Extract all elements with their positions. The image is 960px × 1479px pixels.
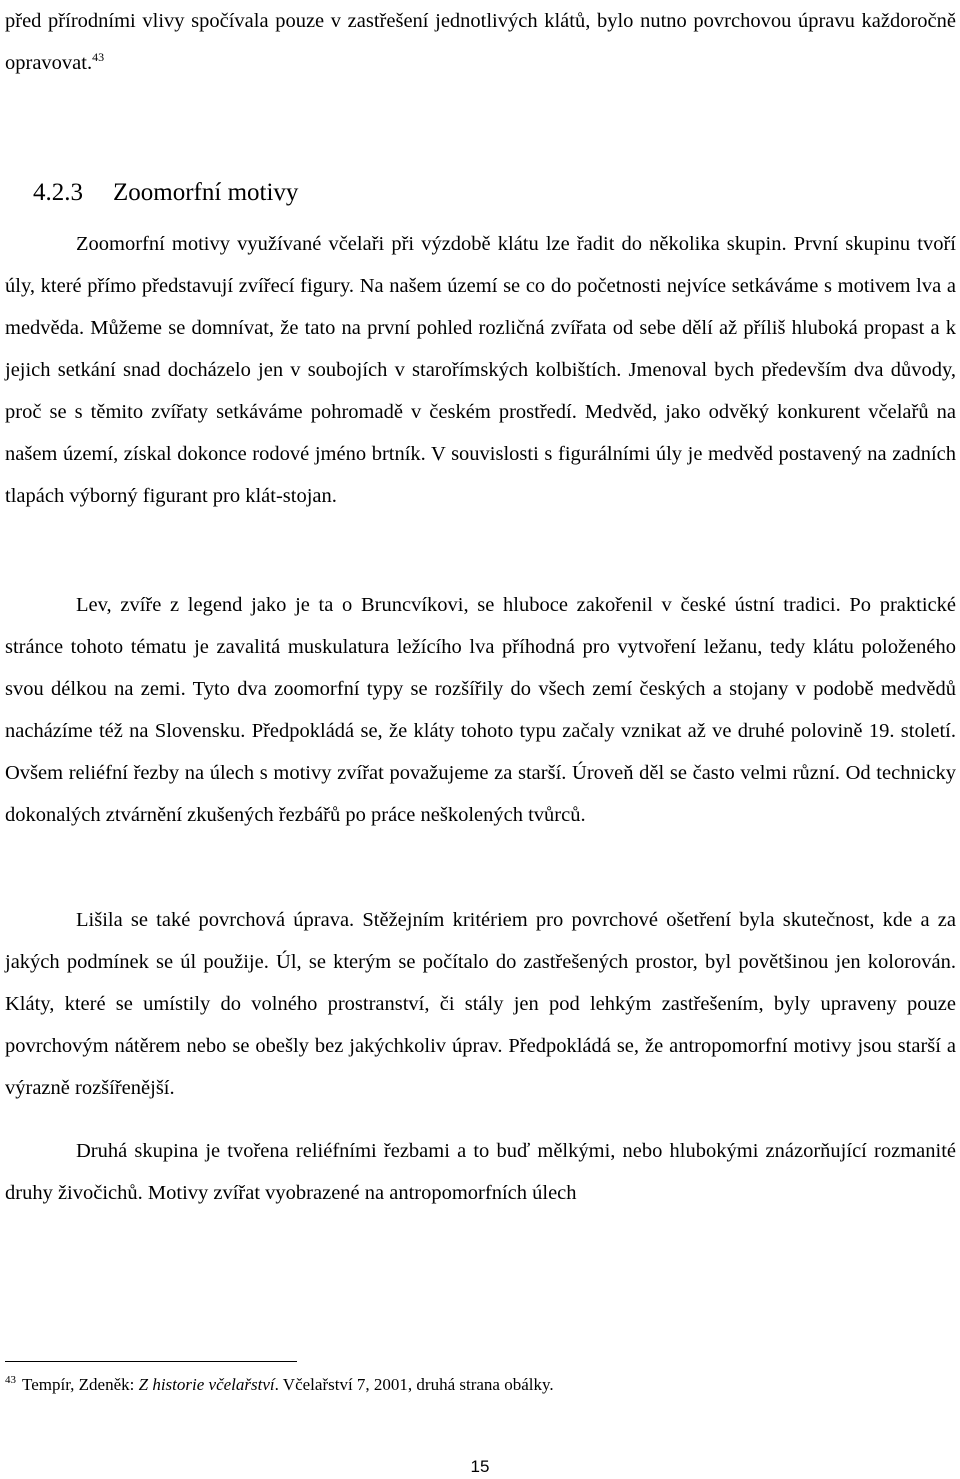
intro-paragraph xyxy=(5,0,956,84)
footnote-title: Z historie včelařství xyxy=(138,1375,275,1394)
body-paragraph-3 xyxy=(5,899,956,1109)
intro-text: před přírodními vlivy spočívala pouze v zastřešení jednotlivých klátů, bylo nutno povrchovou úpravu každoročně opravovat. xyxy=(5,10,956,74)
footnote-number: 43 xyxy=(5,1374,16,1387)
footnote-source: . Včelařství 7, 2001, druhá strana obálky. xyxy=(274,1375,554,1394)
paragraph-text: Druhá skupina je tvořena reliéfními řezbami a to buď mělkými, nebo hlubokými znázorňující rozmanité druhy živočichů. Motivy zvířat vyobrazené na antropomorfních úlech xyxy=(5,1140,956,1204)
footnote xyxy=(5,1373,554,1397)
page-number: 15 xyxy=(470,1457,490,1476)
footnote-author: Tempír, Zdeněk: xyxy=(22,1375,135,1394)
footnote-divider xyxy=(5,1361,297,1362)
section-number: 4.2.3 xyxy=(33,179,83,206)
section-title: Zoomorfní motivy xyxy=(113,179,299,206)
paragraph-text: Lev, zvíře z legend jako je ta o Bruncvíkovi, se hluboce zakořenil v české ústní tradici. Po praktické stránce tohoto tématu je zavalitá muskulatura ležícího lva příhodná pro vytvoření ležanu, tedy klátu položeného svou délkou na zemi. Tyto dva zoomorfní typy se rozšířily do všech zemí českých a stojany v podobě medvědů nacházíme též na Slovensku. Předpokládá se, že kláty tohoto typu začaly vznikat až ve druhé polovině 19. století. Ovšem reliéfní řezby na úlech s motivy zvířat považujeme za starší. Úroveň děl se často velmi různí. Od technicky dokonalých ztvárnění zkušených řezbářů po práce neškolených tvůrců. xyxy=(5,594,956,826)
paragraph-text: Lišila se také povrchová úprava. Stěžejním kritériem pro povrchové ošetření byla skutečnost, kde a za jakých podmínek se úl použije. Úl, se kterým se počítalo do zastřešených prostor, byl povětšinou jen kolorován. Kláty, které se umístily do volného prostranství, či stály jen pod lehkým zastřešením, byly upraveny pouze povrchovým nátěrem nebo se obešly bez jakýchkoliv úprav. Předpokládá se, že antropomorfní motivy jsou starší a výrazně rozšířenější. xyxy=(5,909,956,1099)
section-heading xyxy=(33,175,298,211)
paragraph-text: Zoomorfní motivy využívané včelaři při výzdobě klátu lze řadit do několika skupin. První skupinu tvoří úly, které přímo představují zvířecí figury. Na našem území se co do početnosti nejvíce setkáváme s motivem lva a medvěda. Můžeme se domnívat, že tato na první pohled rozličná zvířata od sebe dělí až příliš hluboká propast a k jejich setkání snad docházelo jen v soubojích v starořímských kolbištích. Jmenoval bych především dva důvody, proč se s těmito zvířaty setkáváme pohromadě v českém prostředí. Medvěd, jako odvěký konkurent včelařů na našem území, získal dokonce rodové jméno brtník. V souvislosti s figurálními úly je medvěd postavený na zadních tlapách výborný figurant pro klát-stojan. xyxy=(5,233,956,507)
footnote-reference: 43 xyxy=(92,50,105,65)
body-paragraph-2 xyxy=(5,584,956,836)
body-paragraph-1 xyxy=(5,223,956,517)
body-paragraph-4 xyxy=(5,1130,956,1214)
